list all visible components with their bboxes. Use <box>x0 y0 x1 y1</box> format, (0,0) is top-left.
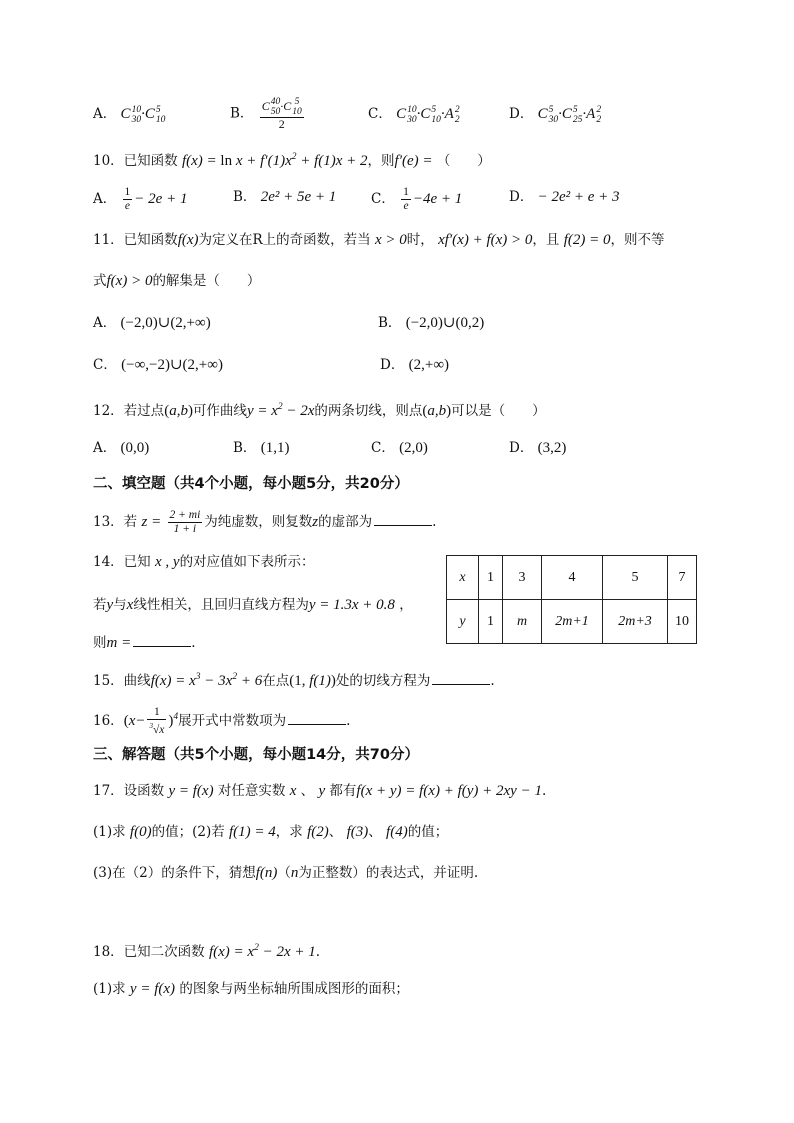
q10-option-d-text: − 2e² + e + 3 <box>537 189 620 205</box>
q18-fn: $f(x) = x^2 - 2x + 1$ <box>208 943 316 960</box>
q14-table-row-x <box>447 556 697 600</box>
q16-answer-blank[interactable] <box>288 710 346 725</box>
q14-y: y <box>106 597 114 613</box>
q12-option-d-text: (3,2) <box>537 440 567 456</box>
q11-text-e: ，则不等 <box>610 232 665 248</box>
q9-option-c <box>368 103 460 125</box>
q17-f0: f(0) <box>129 824 152 840</box>
q17-f1: f(1) = 4 <box>229 824 276 840</box>
q11-option-b-label: B． <box>378 315 402 331</box>
q17-text-a: 17．设函数 <box>93 783 165 799</box>
q17-x: x <box>289 783 297 799</box>
q11-option-a-text: (−2,0)∪(2,+∞) <box>120 315 211 331</box>
q13-text-c: 的虚部为 <box>318 514 373 530</box>
q14-text-c: 若 <box>93 597 107 613</box>
q12-point: (a,b) <box>164 403 193 419</box>
q16-binomial: (x− $\frac{1}{^3√x}$ )$^4$ <box>123 706 179 736</box>
q16-stem <box>93 706 350 737</box>
q12-curve: $y = x^2 - 2x$ <box>246 402 315 419</box>
q11-text-a: 11．已知函数 <box>93 232 178 248</box>
q14-text-b: 的对应值如下表所示： <box>179 554 315 570</box>
q14-cell: 7 <box>668 556 697 600</box>
q11-option-a-label: A． <box>93 315 117 331</box>
q16-end: . <box>346 713 351 729</box>
q13-stem <box>93 509 436 536</box>
q17-y: y <box>318 783 326 799</box>
q14-cell: 10 <box>668 600 697 644</box>
q15-point: (1, f(1)) <box>289 673 336 689</box>
q11-text-f: 式 <box>93 273 107 289</box>
q10-target: f′(e) = <box>394 153 433 169</box>
q10-function: $f(x) = \ln x + f'(1)x^2 + f(1)x + 2$ <box>181 152 368 169</box>
q17-part1 <box>93 821 448 843</box>
q11-inequality: f(x) > 0 <box>106 273 153 289</box>
q9-option-d-label: D． <box>509 106 534 122</box>
q17-p1-a: (1)求 <box>93 824 126 840</box>
q10-stem-end: （ ） <box>436 153 491 169</box>
q11-option-c <box>93 354 223 376</box>
q10-stem-middle: ，则 <box>367 153 395 169</box>
q14-cell: 2m+3 <box>603 600 668 644</box>
q11-condition-f2: f(2) = 0 <box>563 232 611 248</box>
q14-text-f: 则 <box>93 635 107 651</box>
q11-option-d-label: D． <box>380 357 405 373</box>
q17-part3 <box>93 862 478 884</box>
q11-text-b: 为定义在R上的奇函数，若当 <box>198 232 371 248</box>
q15-stem <box>93 666 495 692</box>
q11-condition-deriv: xf′(x) + f(x) > 0 <box>438 232 533 248</box>
q14-table-row-y <box>447 600 697 644</box>
q15-text-a: 15．曲线 <box>93 673 151 689</box>
q9-option-a-formula: C 10 30 ·C 5 10 <box>120 104 166 125</box>
q12-stem <box>93 396 546 422</box>
q17-n: n <box>290 865 299 881</box>
q17-p3-c: 为正整数）的表达式，并证明. <box>298 865 479 881</box>
q9-option-c-formula: C 10 30 ·C 5 10 ·A 2 2 <box>396 104 460 125</box>
q11-option-c-text: (−∞,−2)∪(2,+∞) <box>121 357 223 373</box>
q17-fn: y = f(x) <box>168 783 214 799</box>
q10-option-c-label: C． <box>371 191 395 207</box>
q12-option-b-text: (1,1) <box>260 440 290 456</box>
q12-option-b <box>233 437 289 459</box>
q12-text-b: 可作曲线 <box>192 403 247 419</box>
q12-option-a <box>93 437 149 459</box>
section-solutions-title: 三、解答题（共5个小题，每小题14分，共70分） <box>93 747 419 763</box>
q12-option-d <box>509 437 566 459</box>
q14-regression: y = 1.3x + 0.8 <box>308 597 395 613</box>
q10-option-a-frac: $\frac{1}{e}$ <box>124 186 131 212</box>
q14-end: . <box>191 635 196 651</box>
q9-option-b-label: B． <box>230 105 254 122</box>
q13-end: . <box>432 514 437 530</box>
q14-line2: 若y与x线性相关，且回归直线方程为y = 1.3x + 0.8 ， <box>93 597 413 613</box>
q17-p1-e: 、 <box>368 824 382 840</box>
q15-curve: $f(x) = x^3 - 3x^2 + 6$ <box>150 672 263 689</box>
q17-p1-b: 的值；(2)若 <box>151 824 225 840</box>
q12-option-c <box>371 437 428 459</box>
q11-option-b-text: (−2,0)∪(0,2) <box>405 315 485 331</box>
q10-option-c <box>371 186 462 213</box>
q11-text-c: 时， <box>406 232 434 248</box>
q14-cell: x <box>447 556 479 600</box>
q12-option-d-label: D． <box>509 440 534 456</box>
q10-option-a-label: A． <box>93 191 117 207</box>
q9-option-a-label: A． <box>93 106 117 122</box>
q12-text-d: 可以是（ ） <box>451 403 546 419</box>
q10-stem <box>93 146 491 172</box>
q17-p1-c: ，求 <box>275 824 303 840</box>
q10-option-b <box>233 186 336 208</box>
q14-cell: 1 <box>479 556 503 600</box>
q14-text-e: 线性相关，且回归直线方程为 <box>133 597 309 613</box>
q14-cell: m <box>503 600 542 644</box>
q14-vars: x , y <box>154 554 180 570</box>
q13-answer-blank[interactable] <box>374 511 432 526</box>
q11-option-d-text: (2,+∞) <box>408 357 450 373</box>
q9-option-d <box>509 103 601 125</box>
q12-option-c-text: (2,0) <box>399 440 428 456</box>
q17-text-d: 都有 <box>329 783 357 799</box>
q12-point-2: (a,b) <box>422 403 452 419</box>
q11-fx: f(x) <box>177 232 199 248</box>
q15-text-c: 处的切线方程为 <box>335 673 431 689</box>
q14-cell: 3 <box>503 556 542 600</box>
q14-cell: 5 <box>603 556 668 600</box>
q11-option-b <box>378 312 484 334</box>
q18-text-a: 18．已知二次函数 <box>93 944 205 960</box>
q14-text-d: 与 <box>113 597 127 613</box>
q13-z: z = <box>141 514 162 530</box>
q11-text-g: 的解集是（ ） <box>152 273 261 289</box>
q12-option-c-label: C． <box>371 440 395 456</box>
q18-y: y = f(x) <box>129 981 176 997</box>
q17-p1-f: 的值； <box>407 824 449 840</box>
q17-f2: f(2) <box>307 824 329 840</box>
q18-stem <box>93 937 320 963</box>
q15-end: . <box>490 673 495 689</box>
q9-option-c-label: C． <box>368 106 392 122</box>
q17-stem <box>93 780 546 802</box>
q18-p1-b: 的图象与两坐标轴所围成图形的面积； <box>179 981 409 997</box>
section-fill-in-title: 二、填空题（共4个小题，每小题5分，共20分） <box>93 476 409 492</box>
q14-line3 <box>93 632 196 654</box>
q10-option-d <box>509 186 620 208</box>
q18-p1-a: (1)求 <box>93 981 126 997</box>
q14-cell: 4 <box>542 556 603 600</box>
q12-option-b-label: B． <box>233 440 257 456</box>
q12-text-a: 12．若过点 <box>93 403 165 419</box>
q17-text-b: 对任意实数 <box>217 783 286 799</box>
q11-option-d <box>380 354 449 376</box>
q11-text-d: ，且 <box>532 232 560 248</box>
q12-option-a-text: (0,0) <box>120 440 150 456</box>
q12-option-a-label: A． <box>93 440 117 456</box>
q10-option-c-text: −4e + 1 <box>412 191 463 207</box>
q14-table <box>446 555 697 644</box>
q17-text-c: 、 <box>300 783 315 799</box>
q10-option-b-label: B． <box>233 189 257 205</box>
q14-text-a: 14．已知 <box>93 554 151 570</box>
q11-condition-x: x > 0 <box>374 232 407 248</box>
q17-f3: f(3) <box>346 824 369 840</box>
q11-stem-line1 <box>93 229 664 251</box>
q10-option-a-text: − 2e + 1 <box>134 191 188 207</box>
q10-option-c-frac: $\frac{1}{e}$ <box>403 186 409 212</box>
q18-end: . <box>315 944 321 960</box>
q10-option-b-text: 2e² + 5e + 1 <box>260 189 337 205</box>
q17-f4: f(4) <box>386 824 408 840</box>
q14-cell: 1 <box>479 600 503 644</box>
q14-cell: 2m+1 <box>542 600 603 644</box>
q17-end: . <box>541 783 547 799</box>
q16-text-b: 展开式中常数项为 <box>178 713 287 729</box>
q13-text-a: 13．若 <box>93 514 138 530</box>
q16-text-a: 16． <box>93 713 124 729</box>
q13-text-b: 为纯虚数，则复数 <box>204 514 313 530</box>
q10-stem-text: 10．已知函数 <box>93 153 178 169</box>
q14-x: x <box>126 597 134 613</box>
q13-fraction: $\frac{2 + mi}{1 + i}$ <box>169 509 201 535</box>
q14-cell: y <box>447 600 479 644</box>
q14-answer-blank[interactable] <box>133 632 191 647</box>
q9-option-b <box>230 97 306 131</box>
q17-p3-b: （ <box>277 865 291 881</box>
q9-option-a <box>93 103 165 125</box>
q10-option-d-label: D． <box>509 189 534 205</box>
q12-text-c: 的两条切线，则点 <box>314 403 423 419</box>
q14-stem <box>93 551 315 573</box>
q15-answer-blank[interactable] <box>432 670 490 685</box>
q10-option-a <box>93 186 187 213</box>
q11-option-a <box>93 312 211 334</box>
q14-m: m = <box>106 635 132 651</box>
q17-fn-n: f(n) <box>255 865 278 881</box>
q17-p1-d: 、 <box>328 824 343 840</box>
q9-option-d-formula: C 5 30 ·C 5 25 ·A 2 2 <box>537 104 602 125</box>
q11-option-c-label: C． <box>93 357 117 373</box>
q11-stem-line2 <box>93 270 260 292</box>
q18-part1 <box>93 978 409 1000</box>
q15-text-b: 在点 <box>262 673 290 689</box>
q17-p3-a: (3)在（2）的条件下，猜想 <box>93 865 256 881</box>
q13-z2: z <box>312 514 319 530</box>
q9-option-b-formula: C 40 50 ·C 5 10 2 <box>261 97 302 131</box>
q17-equation: f(x + y) = f(x) + f(y) + 2xy − 1 <box>356 783 542 799</box>
